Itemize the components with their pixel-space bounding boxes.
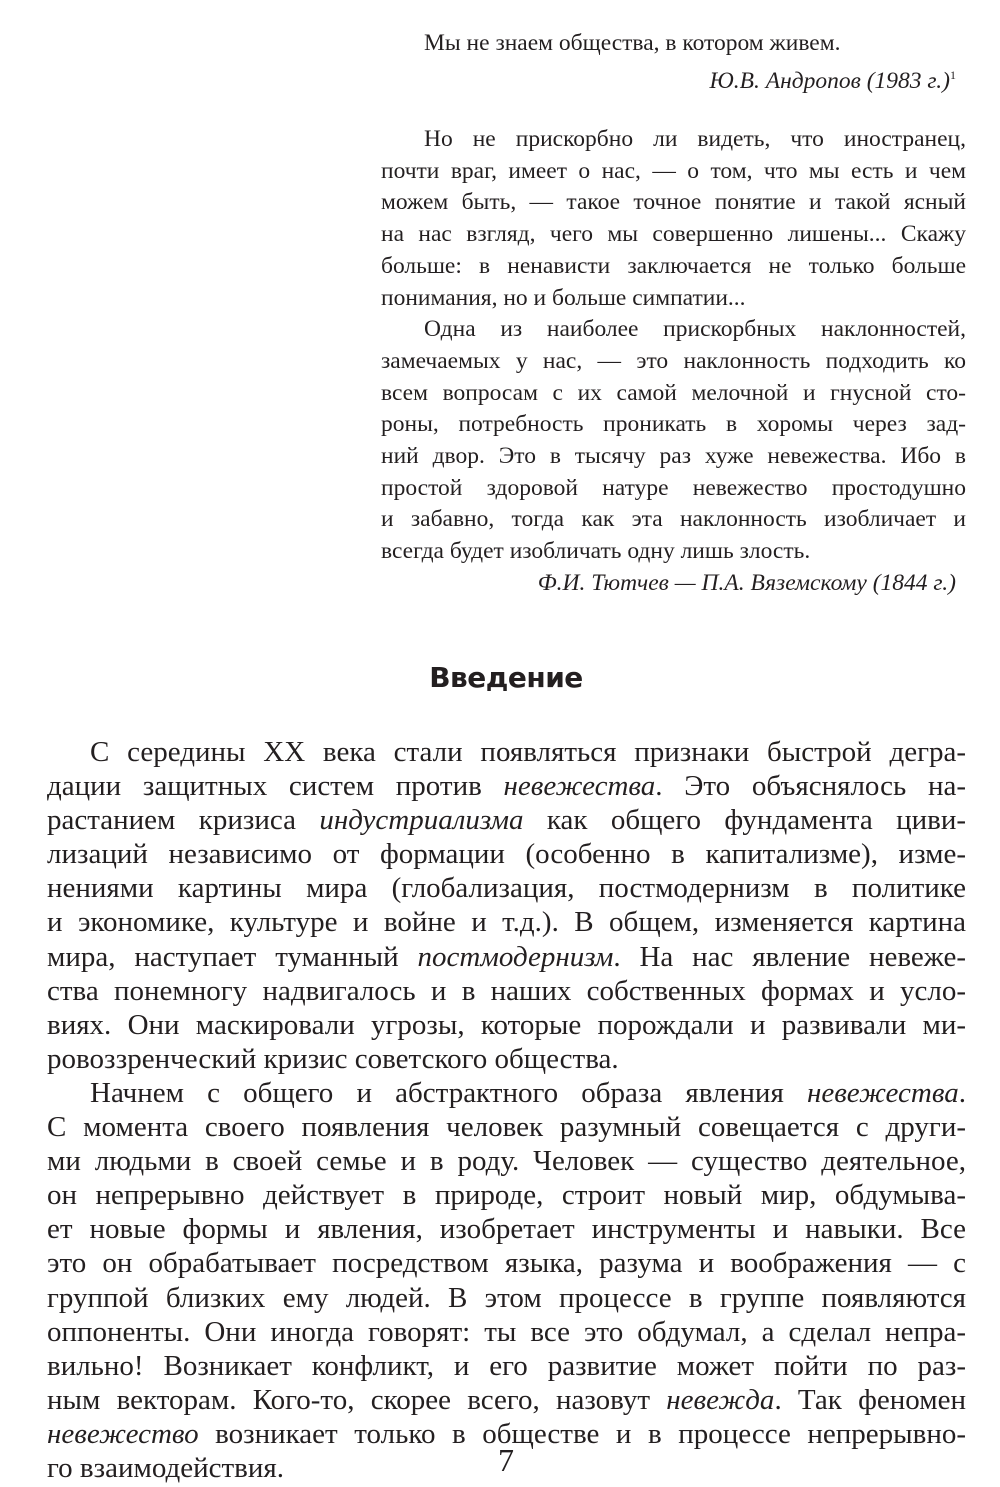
body-line: мира, наступает туманный постмодернизм. На нас явление невеже- <box>47 940 966 973</box>
section-title: Введение <box>429 661 583 694</box>
body-line: С середины XX века стали появляться признаки быстрой дегра- <box>90 736 966 768</box>
epigraph-line: ний двор. Это в тысячу раз хуже невежества. Ибо в <box>381 443 966 470</box>
epigraph-line: всегда будет изобличать одну лишь злость. <box>381 538 811 565</box>
body-paragraph-1 <box>47 735 966 1076</box>
epigraph-paragraph <box>381 124 966 314</box>
epigraph-line: всем вопросам с их самой мелочной и гнусной сто- <box>381 379 966 406</box>
epigraph-line: больше: в ненависти заключается не только больше <box>381 252 966 279</box>
epigraph-paragraph <box>381 314 966 568</box>
epigraph-line: простой здоровой натуре невежество простодушно <box>381 474 966 501</box>
body-line: ровоззренческий кризис советского общества. <box>47 1042 619 1075</box>
body-line: группой близких ему людей. В этом процессе в группе появляются <box>47 1281 966 1314</box>
page-number: 7 <box>498 1442 514 1478</box>
body-line: Начнем с общего и абстрактного образа явления невежества. <box>90 1076 966 1109</box>
footnote-ref: 1 <box>950 67 956 82</box>
epigraph-line: Но не прискорбно ли видеть, что иностранец, <box>424 126 966 152</box>
body-line: ми людьми в своей семье и в роду. Человек — существо деятельное, <box>47 1145 966 1178</box>
body-line: он непрерывно действует в природе, строит новый мир, обдумыва- <box>47 1179 966 1212</box>
body-line: оппоненты. Они иногда говорят: ты все это обдумал, а сделал непра- <box>47 1315 966 1348</box>
epigraph-andropov <box>381 28 966 97</box>
epigraph-quote: Мы не знаем общества, в котором живем. <box>424 30 841 56</box>
emphasis: невежда <box>666 1383 775 1416</box>
epigraph-line: можем быть, — такое точное понятие и такой ясный <box>381 189 966 216</box>
emphasis: невежества <box>806 1076 959 1109</box>
body-line: растанием кризиса индустриализма как общего фундамента циви- <box>47 804 966 837</box>
epigraph-attribution: Ф.И. Тютчев — П.А. Вяземскому (1844 г.) <box>537 569 956 596</box>
epigraph-line: роны, потребность проникать в хоромы через зад- <box>381 411 966 438</box>
body-line: и экономике, культуре и войне и т.д.). В общем, изменяется картина <box>47 906 966 939</box>
body-line: ным векторам. Кого-то, скорее всего, назовут невежда. Так феномен <box>47 1383 966 1416</box>
body-line: С момента своего появления человек разумный совещается с други- <box>47 1111 966 1144</box>
body-line: го взаимодействия. <box>47 1451 284 1484</box>
emphasis: невежества <box>503 770 656 803</box>
body-line: лизаций независимо от формации (особенно в капитализме), изме- <box>47 838 966 871</box>
epigraph-attribution <box>381 60 966 98</box>
epigraph-line: замечаемых у нас, — это наклонность подходить ко <box>381 347 966 374</box>
body-line: вильно! Возникает конфликт, и его развитие может пойти по раз- <box>47 1349 966 1382</box>
body-line: невежество возникает только в обществе и в процессе непрерывно- <box>47 1417 966 1450</box>
body-line: это он обрабатывает посредством языка, разума и воображения — с <box>47 1247 966 1280</box>
body-text <box>47 735 966 1485</box>
emphasis: постмодернизм <box>417 940 614 973</box>
emphasis: невежество <box>47 1417 199 1450</box>
body-line: нениями картины мира (глобализация, постмодернизм в политике <box>47 872 966 905</box>
body-line: виях. Они маскировали угрозы, которые порождали и развивали ми- <box>47 1008 966 1041</box>
epigraph-line: на нас взгляд, чего мы совершенно лишены... Скажу <box>381 221 966 248</box>
emphasis: индустриализма <box>319 804 524 837</box>
body-line: ства понемногу надвигалось и в наших собственных формах и усло- <box>47 974 966 1007</box>
epigraph-line: Одна из наиболее прискорбных наклонностей, <box>424 316 966 343</box>
epigraph-line: и забавно, тогда как эта наклонность изобличает и <box>381 506 966 533</box>
body-line: ет новые формы и явления, изобретает инструменты и навыки. Все <box>47 1213 966 1246</box>
body-line: дации защитных систем против невежества. Это объяснялось на- <box>47 770 966 803</box>
body-paragraph-2 <box>47 1076 966 1485</box>
epigraph-line: понимания, но и больше симпатии... <box>381 284 746 311</box>
epigraph-line: почти враг, имеет о нас, — о том, что мы есть и чем <box>381 157 966 184</box>
attribution-text: Ю.В. Андропов (1983 г.) <box>709 67 950 94</box>
epigraph-tyutchev <box>381 124 966 600</box>
